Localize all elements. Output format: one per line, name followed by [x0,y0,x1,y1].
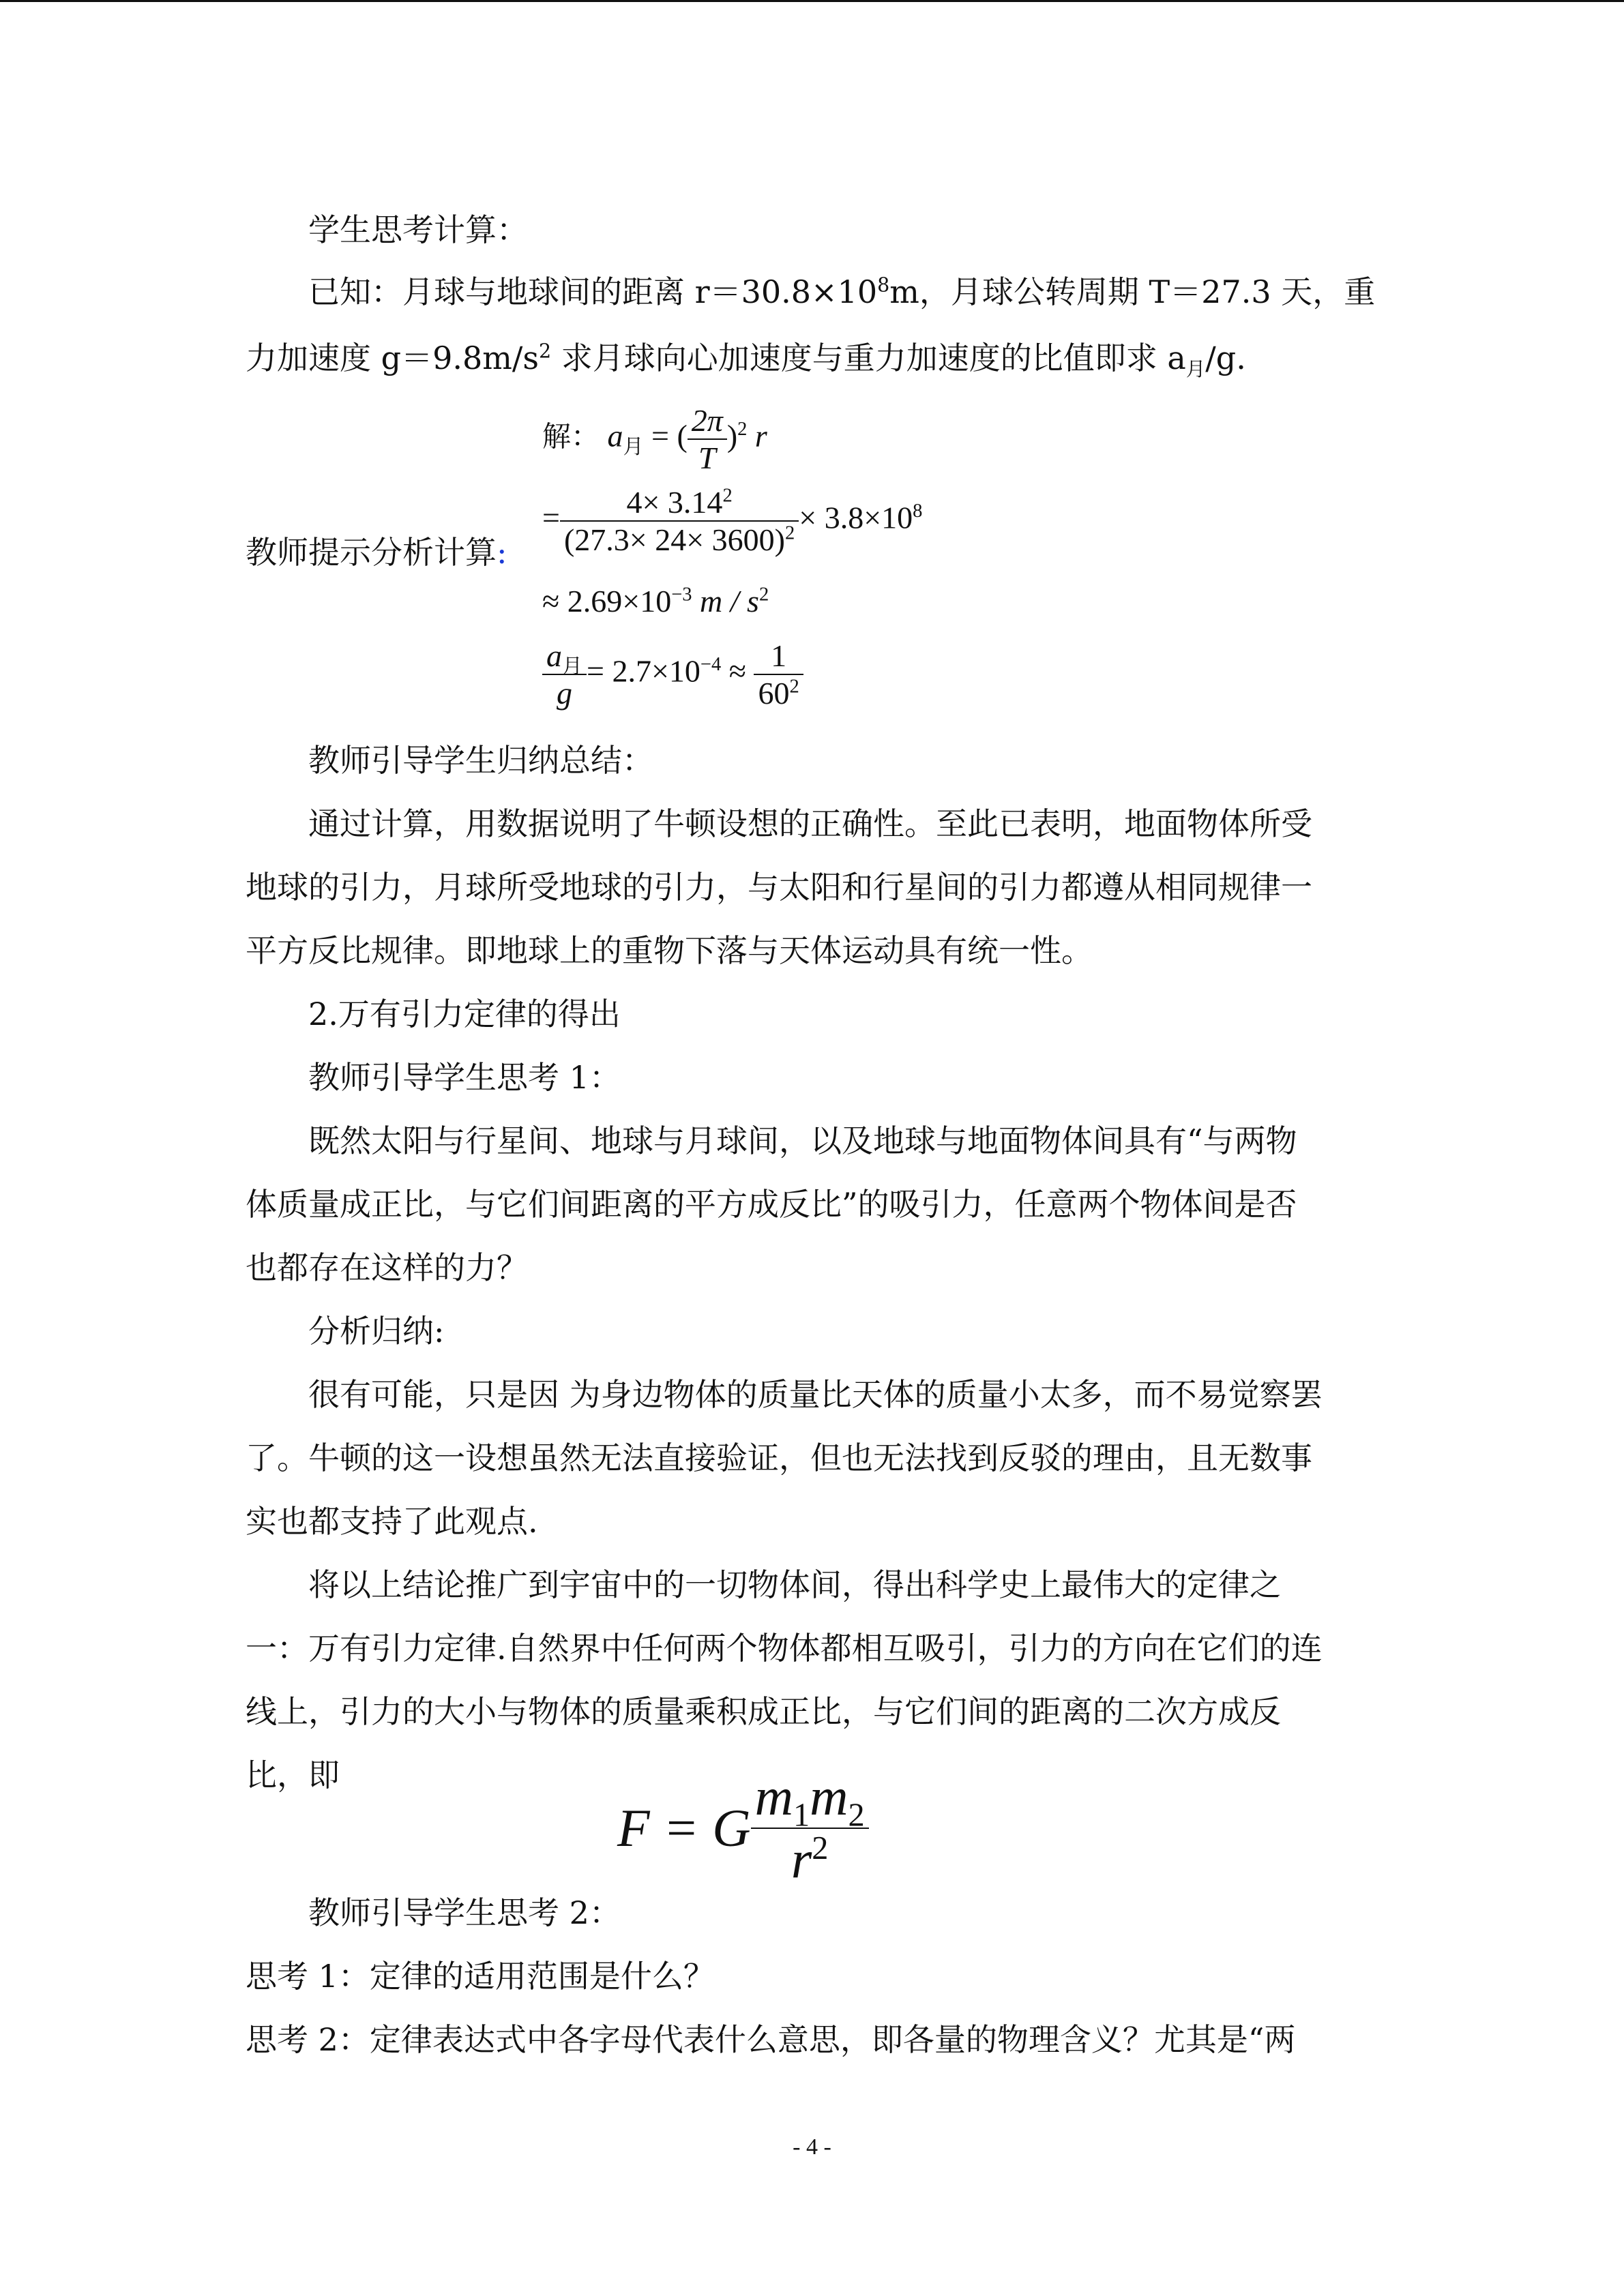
page-top-border [0,0,1624,2]
section-heading-2: 2.万有引力定律的得出 [308,996,621,1032]
paragraph-analysis-b: 了。牛顿的这一设想虽然无法直接验证，但也无法找到反驳的理由，且无数事 [246,1440,1312,1476]
paragraph-law-c: 线上，引力的大小与物体的质量乘积成正比，与它们间的距离的二次方成反 [246,1693,1281,1730]
paragraph-summary-3: 平方反比规律。即地球上的重物下落与天体运动具有统一性。 [246,932,1093,969]
fraction-a-over-g: $\frac{a_月}{g}$ [542,638,587,711]
paragraph-think-1-b: 体质量成正比，与它们间距离的平方成反比”的吸引力，任意两个物体间是否 [246,1186,1297,1223]
paragraph-think-1-heading: 教师引导学生思考 1： [308,1059,621,1096]
paragraph-analysis-heading: 分析归纳: [308,1313,445,1350]
paragraph-known-line1: 已知：月球与地球间的距离 $r=30.8\times 10^8m$，月球公转周期 T＝27.3 天，重 [308,273,1376,310]
solution-step-2: = $\frac{4\times 3.14^2}{(27.3\times 24\times 3600)^2}$ × $3.8\times 10^8$ [542,485,923,557]
page-number: - 4 - [793,2134,831,2160]
paragraph-question-2: 思考 2：定律表达式中各字母代表什么意思，即各量的物理含义？尤其是“两 [246,2021,1296,2058]
paragraph-think-1-c: 也都存在这样的力？ [246,1249,528,1286]
paragraph-summary-heading: 教师引导学生归纳总结： [308,742,653,779]
fraction-4pi2-over-t2: $\frac{4\times 3.14^2}{(27.3\times 24\times 3600)^2}$ [560,484,799,558]
paragraph-law-b: 一：万有引力定律.自然界中任何两个物体都相互吸引，引力的方向在它们的连 [246,1630,1323,1667]
paragraph-analysis-c: 实也都支持了此观点. [246,1503,538,1540]
paragraph-law-a: 将以上结论推广到宇宙中的一切物体间，得出科学史上最伟大的定律之 [308,1566,1281,1603]
paragraph-summary-1: 通过计算，用数据说明了牛顿设想的正确性。至此已表明，地面物体所受 [308,805,1312,842]
paragraph-analysis-a: 很有可能，只是因 为身边物体的质量比天体的质量小太多，而不易觉察罢 [308,1376,1323,1413]
paragraph-question-1: 思考 1：定律的适用范围是什么？ [246,1958,715,1995]
paragraph-think-2-heading: 教师引导学生思考 2： [308,1894,621,1931]
paragraph-summary-2: 地球的引力，月球所受地球的引力，与太阳和行星间的引力都遵从相同规律一 [246,869,1312,906]
solution-step-4: $\frac{a_月}{g}$ = $2.7\times 10^{-4}$ ≈ $\frac{1}{60^2}$ [542,638,803,711]
fraction-one-over-sixty-squared: $\frac{1}{60^2}$ [754,638,803,711]
teacher-hint-label: 教师提示分析计算: [246,534,507,571]
fraction-2pi-over-t: $\frac{2\pi}{T}$ [688,402,727,476]
paragraph-law-d: 比，即 [246,1757,340,1793]
solution-step-1: 解： $a_月$ = ( $\frac{2\pi}{T}$ )$^2$ r [542,403,767,475]
solution-step-3: ≈ $2.69\times 10^{-3}$ m / $s^2$ [542,584,769,618]
paragraph-known-line2: 力加速度 $g=9.8m/s^2$ 求月球向心加速度与重力加速度的比值即求 $a_月/g$. [246,340,1246,381]
gravitation-formula: F = G $\frac{m_1m_2}{r^2}$ [617,1766,869,1890]
paragraph-student-calc: 学生思考计算： [308,211,528,248]
paragraph-think-1-a: 既然太阳与行星间、地球与月球间，以及地球与地面物体间具有“与两物 [308,1122,1297,1159]
